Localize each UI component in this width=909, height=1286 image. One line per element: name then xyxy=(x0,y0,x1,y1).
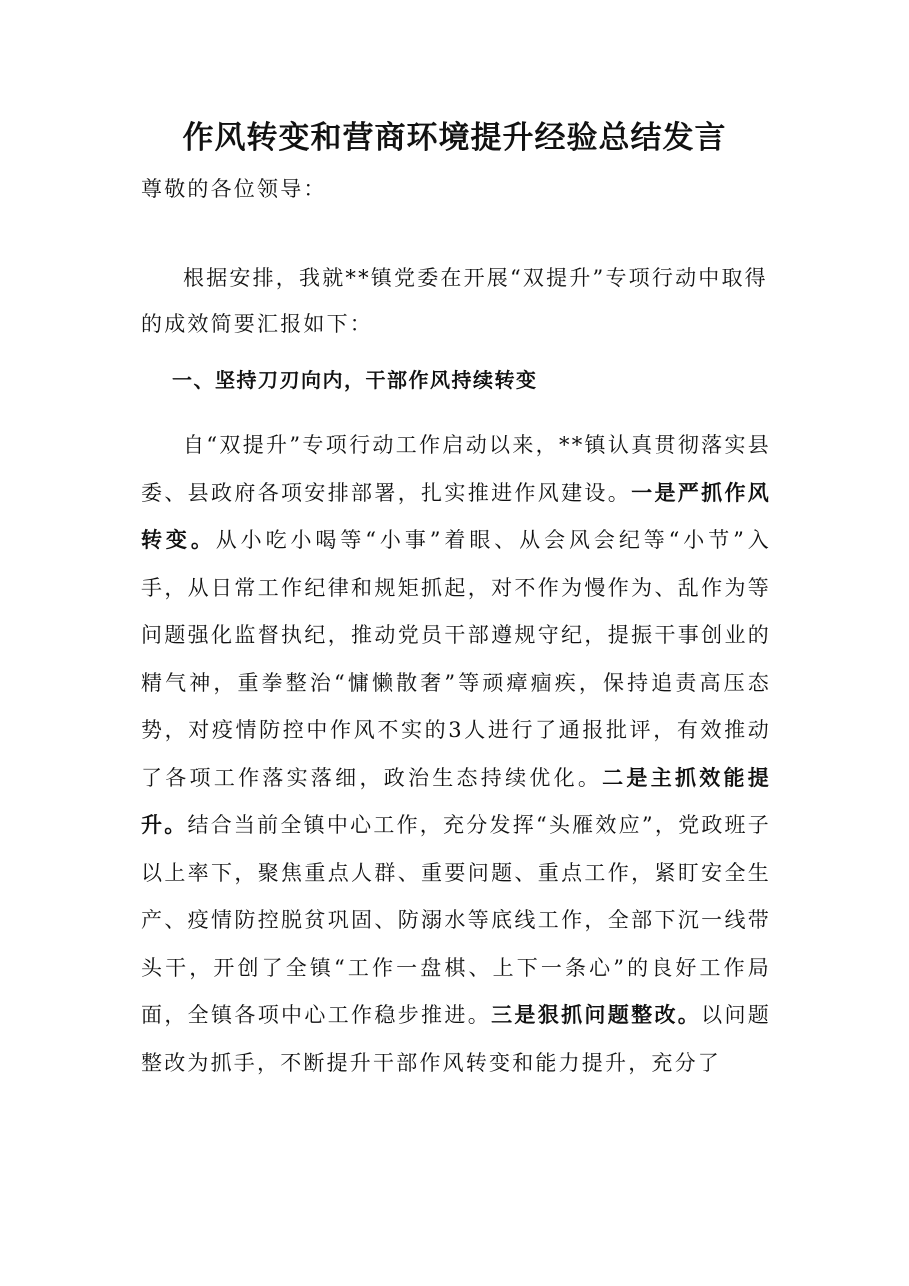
document-title: 作风转变和营商环境提升经验总结发言 xyxy=(182,120,727,156)
intro-paragraph: 根据安排，我就**镇党委在开展“双提升”专项行动中取得的成效简要汇报如下： xyxy=(141,266,768,336)
body-text-4: 以问题整改为抓手，不断提升干部作风转变和能力提升，充分了 xyxy=(141,1003,771,1075)
body-text-2: 从小吃小喝等“小事”着眼、从会风会纪等“小节”入手，从日常工作纪律和规矩抓起，对不作为慢作为、乱作为等问题强化监督执纪，推动党员干部遵规守纪，提振干事创业的精气神，重拳整治“慵懒散奢”等顽瘴痼疾，保持追责高压态势，对疫情防控中作风不实的3人进行了通报批评，有效推动了各项工作落实落细，政治生态持续优化。 xyxy=(141,528,771,790)
section-1-body xyxy=(141,422,771,1087)
bold-point-2: 二是主抓效能提升。 xyxy=(141,765,771,837)
bold-point-3: 三是狠抓问题整改。 xyxy=(491,1003,702,1027)
salutation: 尊敬的各位领导： xyxy=(141,177,327,201)
body-text-1: 自“双提升”专项行动工作启动以来，**镇认真贯彻落实县委、县政府各项安排部署，扎实推进作风建设。 xyxy=(141,433,771,505)
section-heading-1: 一、坚持刀刃向内，干部作风持续转变 xyxy=(172,368,538,392)
bold-point-1: 一是严抓作风转变。 xyxy=(141,480,772,552)
body-text-3: 结合当前全镇中心工作，充分发挥“头雁效应”，党政班子以上率下，聚焦重点人群、重要问题、重点工作，紧盯安全生产、疫情防控脱贫巩固、防溺水等底线工作，全部下沉一线带头干，开创了全镇“工作一盘棋、上下一条心”的良好工作局面，全镇各项中心工作稳步推进。 xyxy=(141,813,771,1027)
